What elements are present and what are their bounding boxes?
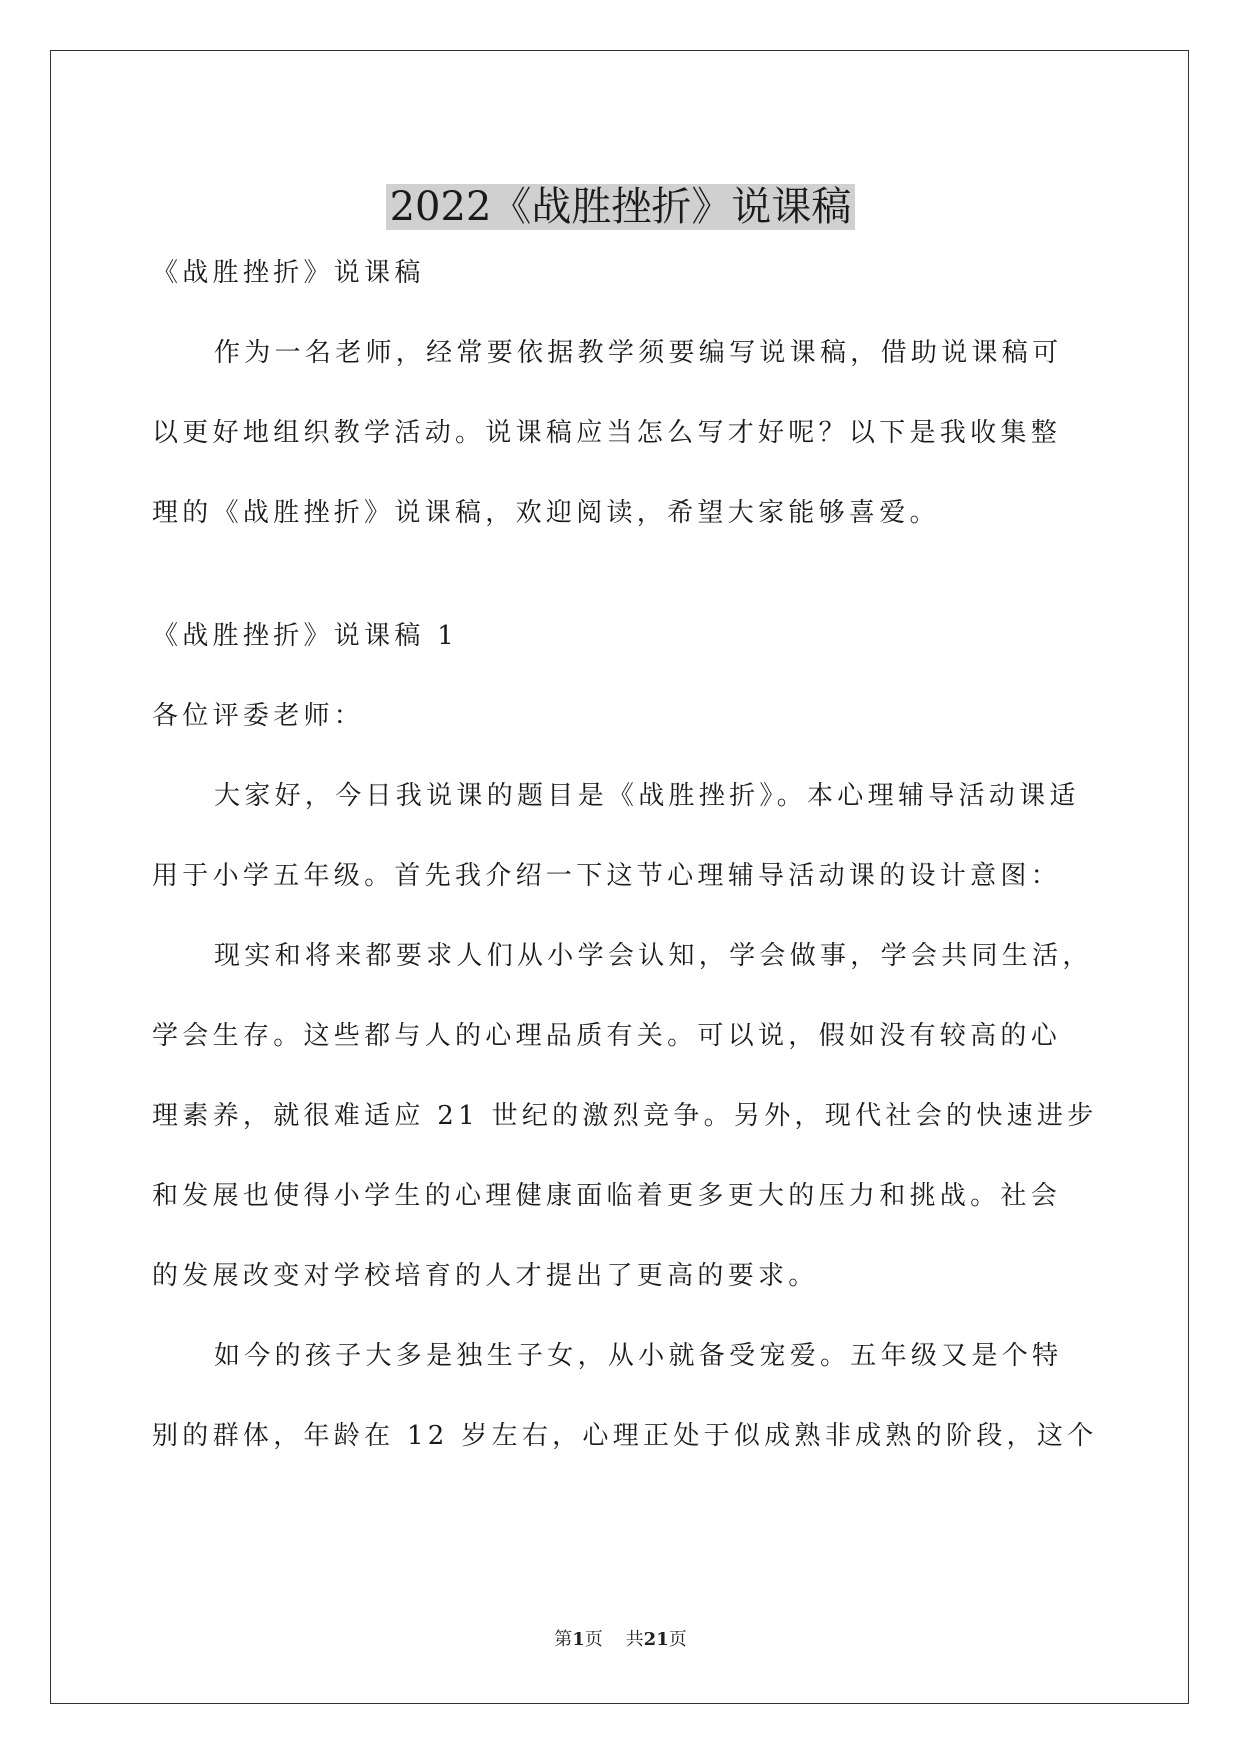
page-number: 1	[572, 1629, 585, 1650]
page-prefix: 第	[554, 1629, 573, 1650]
page-footer	[0, 1628, 1241, 1652]
body-line: 如今的孩子大多是独生子女，从小就备受宠爱。五年级又是个特	[214, 1341, 1063, 1371]
document-title-text: 2022《战胜挫折》说课稿	[386, 184, 856, 230]
body-line-salutation: 各位评委老师：	[152, 701, 365, 731]
body-line: 现实和将来都要求人们从小学会认知，学会做事，学会共同生活，	[214, 941, 1093, 971]
body-line: 别的群体，年龄在 12 岁左右，心理正处于似成熟非成熟的阶段，这个	[152, 1421, 1098, 1451]
body-line: 的发展改变对学校培育的人才提出了更高的要求。	[152, 1261, 819, 1291]
body-line: 理的《战胜挫折》说课稿，欢迎阅读，希望大家能够喜爱。	[152, 498, 940, 528]
body-line: 学会生存。这些都与人的心理品质有关。可以说，假如没有较高的心	[152, 1021, 1062, 1051]
total-suffix: 页	[668, 1629, 687, 1650]
body-line: 理素养，就很难适应 21 世纪的激烈竞争。另外，现代社会的快速进步	[152, 1101, 1098, 1131]
total-pages: 21	[643, 1629, 669, 1650]
body-line: 大家好，今日我说课的题目是《战胜挫折》。本心理辅导活动课适	[214, 781, 1080, 811]
body-line: 以更好地组织教学活动。说课稿应当怎么写才好呢？以下是我收集整	[152, 418, 1062, 448]
body-line-subtitle: 《战胜挫折》说课稿	[152, 258, 425, 288]
body-line-section-heading: 《战胜挫折》说课稿 1	[152, 621, 459, 651]
body-line: 和发展也使得小学生的心理健康面临着更多更大的压力和挑战。社会	[152, 1181, 1062, 1211]
page-suffix: 页	[584, 1629, 603, 1650]
body-line: 用于小学五年级。首先我介绍一下这节心理辅导活动课的设计意图：	[152, 861, 1062, 891]
total-prefix: 共	[625, 1629, 644, 1650]
document-title	[0, 179, 1241, 235]
body-line: 作为一名老师，经常要依据教学须要编写说课稿，借助说课稿可	[214, 338, 1063, 368]
